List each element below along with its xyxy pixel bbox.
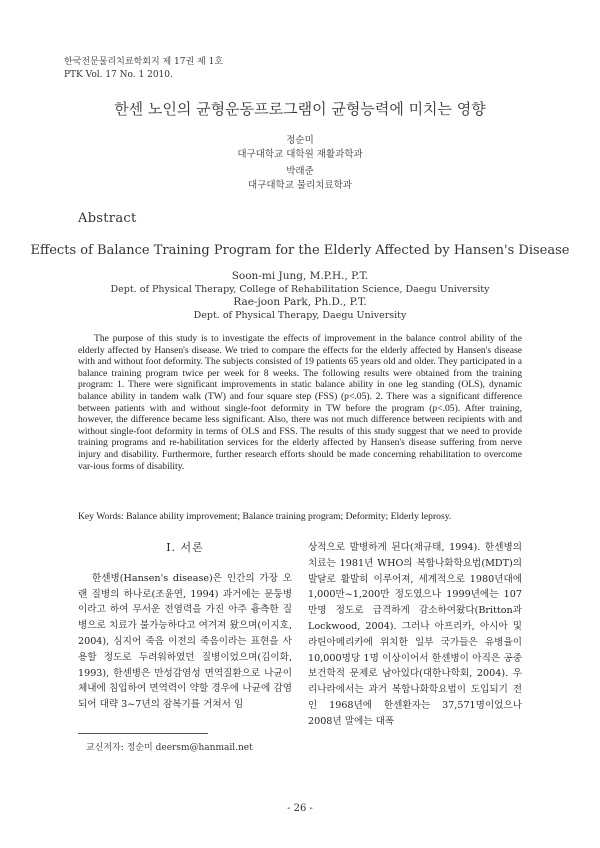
keywords: Key Words: Balance ability improvement; Balance training program; Deformity; Elderly leprosy. [78,511,452,522]
journal-line-korean: 한국전문물리치료학회지 제 17권 제 1호 [64,57,224,67]
english-title: Effects of Balance Training Program for the Elderly Affected by Hansen's Disease [30,243,570,258]
author-name: Soon-mi Jung, M.P.H., P.T. [231,270,369,282]
abstract-heading: Abstract [78,211,137,226]
author-name: 정순미 [286,135,314,146]
journal-header [64,56,223,82]
section-heading-introduction: Ⅰ. 서론 [166,541,204,554]
korean-author-1 [0,134,600,162]
page-number: - 26 - [287,803,313,814]
journal-line-english: PTK Vol. 17 No. 1 2010. [64,70,173,80]
footnote-divider [78,733,208,734]
author-name: Rae-joon Park, Ph.D., P.T. [233,296,367,308]
corresponding-author-footnote: 교신저자: 정순미 deersm@hanmail.net [86,743,253,753]
author-affiliation: 대구대학교 물리치료학과 [248,180,352,191]
right-column [308,540,522,730]
body-paragraph: 상적으로 발병하게 된다(채규태, 1994). 한센병의 치료는 1981년 WHO의 복합나화학요법(MDT)의 발달로 활발히 이루어져, 세계적으로 1980년대에 1,000만~1,200만 정도였으나 1999년에는 107만명 정도로 급격하게 감소하여왔다(Britton과 Lockwood, 2004). 그러나 아프리카, 아시아 및 라틴아메리카에 위치한 일부 국가들은 유병율이 10,000명당 1명 이상이어서 한센병이 아직은 공중보건학적 문제로 남아있다(대한나학회, 2004). 우리나라에서는 과거 복합나화학요법이 도입되기 전인 1968년에 한센환자는 37,571명이었으나 2008년 말에는 대폭 [308,542,522,727]
author-affiliation: 대구대학교 대학원 재활과학과 [237,149,363,160]
korean-title: 한센 노인의 균형운동프로그램이 균형능력에 미치는 영향 [114,100,486,118]
author-affiliation: Dept. of Physical Therapy, College of Rehabilitation Science, Daegu University [110,284,490,295]
body-paragraph: 한센병(Hansen's disease)은 인간의 가장 오랜 질병의 하나로(조윤연, 1994) 과거에는 문둥병이라고 하여 무서운 전염력을 가진 아주 흉측한 질병으로 치료가 불가능하다고 여겨져 왔으며(이지호, 2004), 심지어 죽음 이전의 죽음이라는 표현을 사용할 정도로 두려워하였던 질병이었으며(김이화, 1993), 한센병은 만성감염성 면역질환으로 나균이 체내에 침입하여 면역력이 약할 경우에 나균에 감염되어 대략 3~7년의 잠복기를 거쳐서 임 [78,572,292,711]
left-column [78,540,292,713]
abstract-body: The purpose of this study is to investigate the effects of improvement in the balance control ability of the elderly affected by Hansen's disease. We tried to compare the effects for the elderly affected by Hansen's disease with and without foot deformity. The subjects consisted of 19 patients 65 years old and older. They participated in a balance training program twice per week for 8 weeks. The following results were obtained from the training program: 1. There were significant improvements in static balance ability in one leg standing (OLS), dynamic balance ability in tandem walk (TW) and four square step (FSS) (p<.05). 2. There was a significant difference between patients with and without single-foot deformity in TW before the program (p<.05). After training, however, the difference became less significant. Also, there was not much difference between recipients with and without single-foot deformity in terms of OLS and FSS. The results of this study suggest that we need to provide training programs and re-habilitation services for the elderly affected by Hansen's disease suffering from nerve injury and disability. Furthermore, further research efforts should be made concerning rehabilitation to overcome var-ious forms of disability. [78,333,522,472]
english-authors [0,270,600,322]
korean-author-2 [0,165,600,193]
author-affiliation: Dept. of Physical Therapy, Daegu University [193,310,407,321]
author-name: 박래준 [286,166,314,177]
